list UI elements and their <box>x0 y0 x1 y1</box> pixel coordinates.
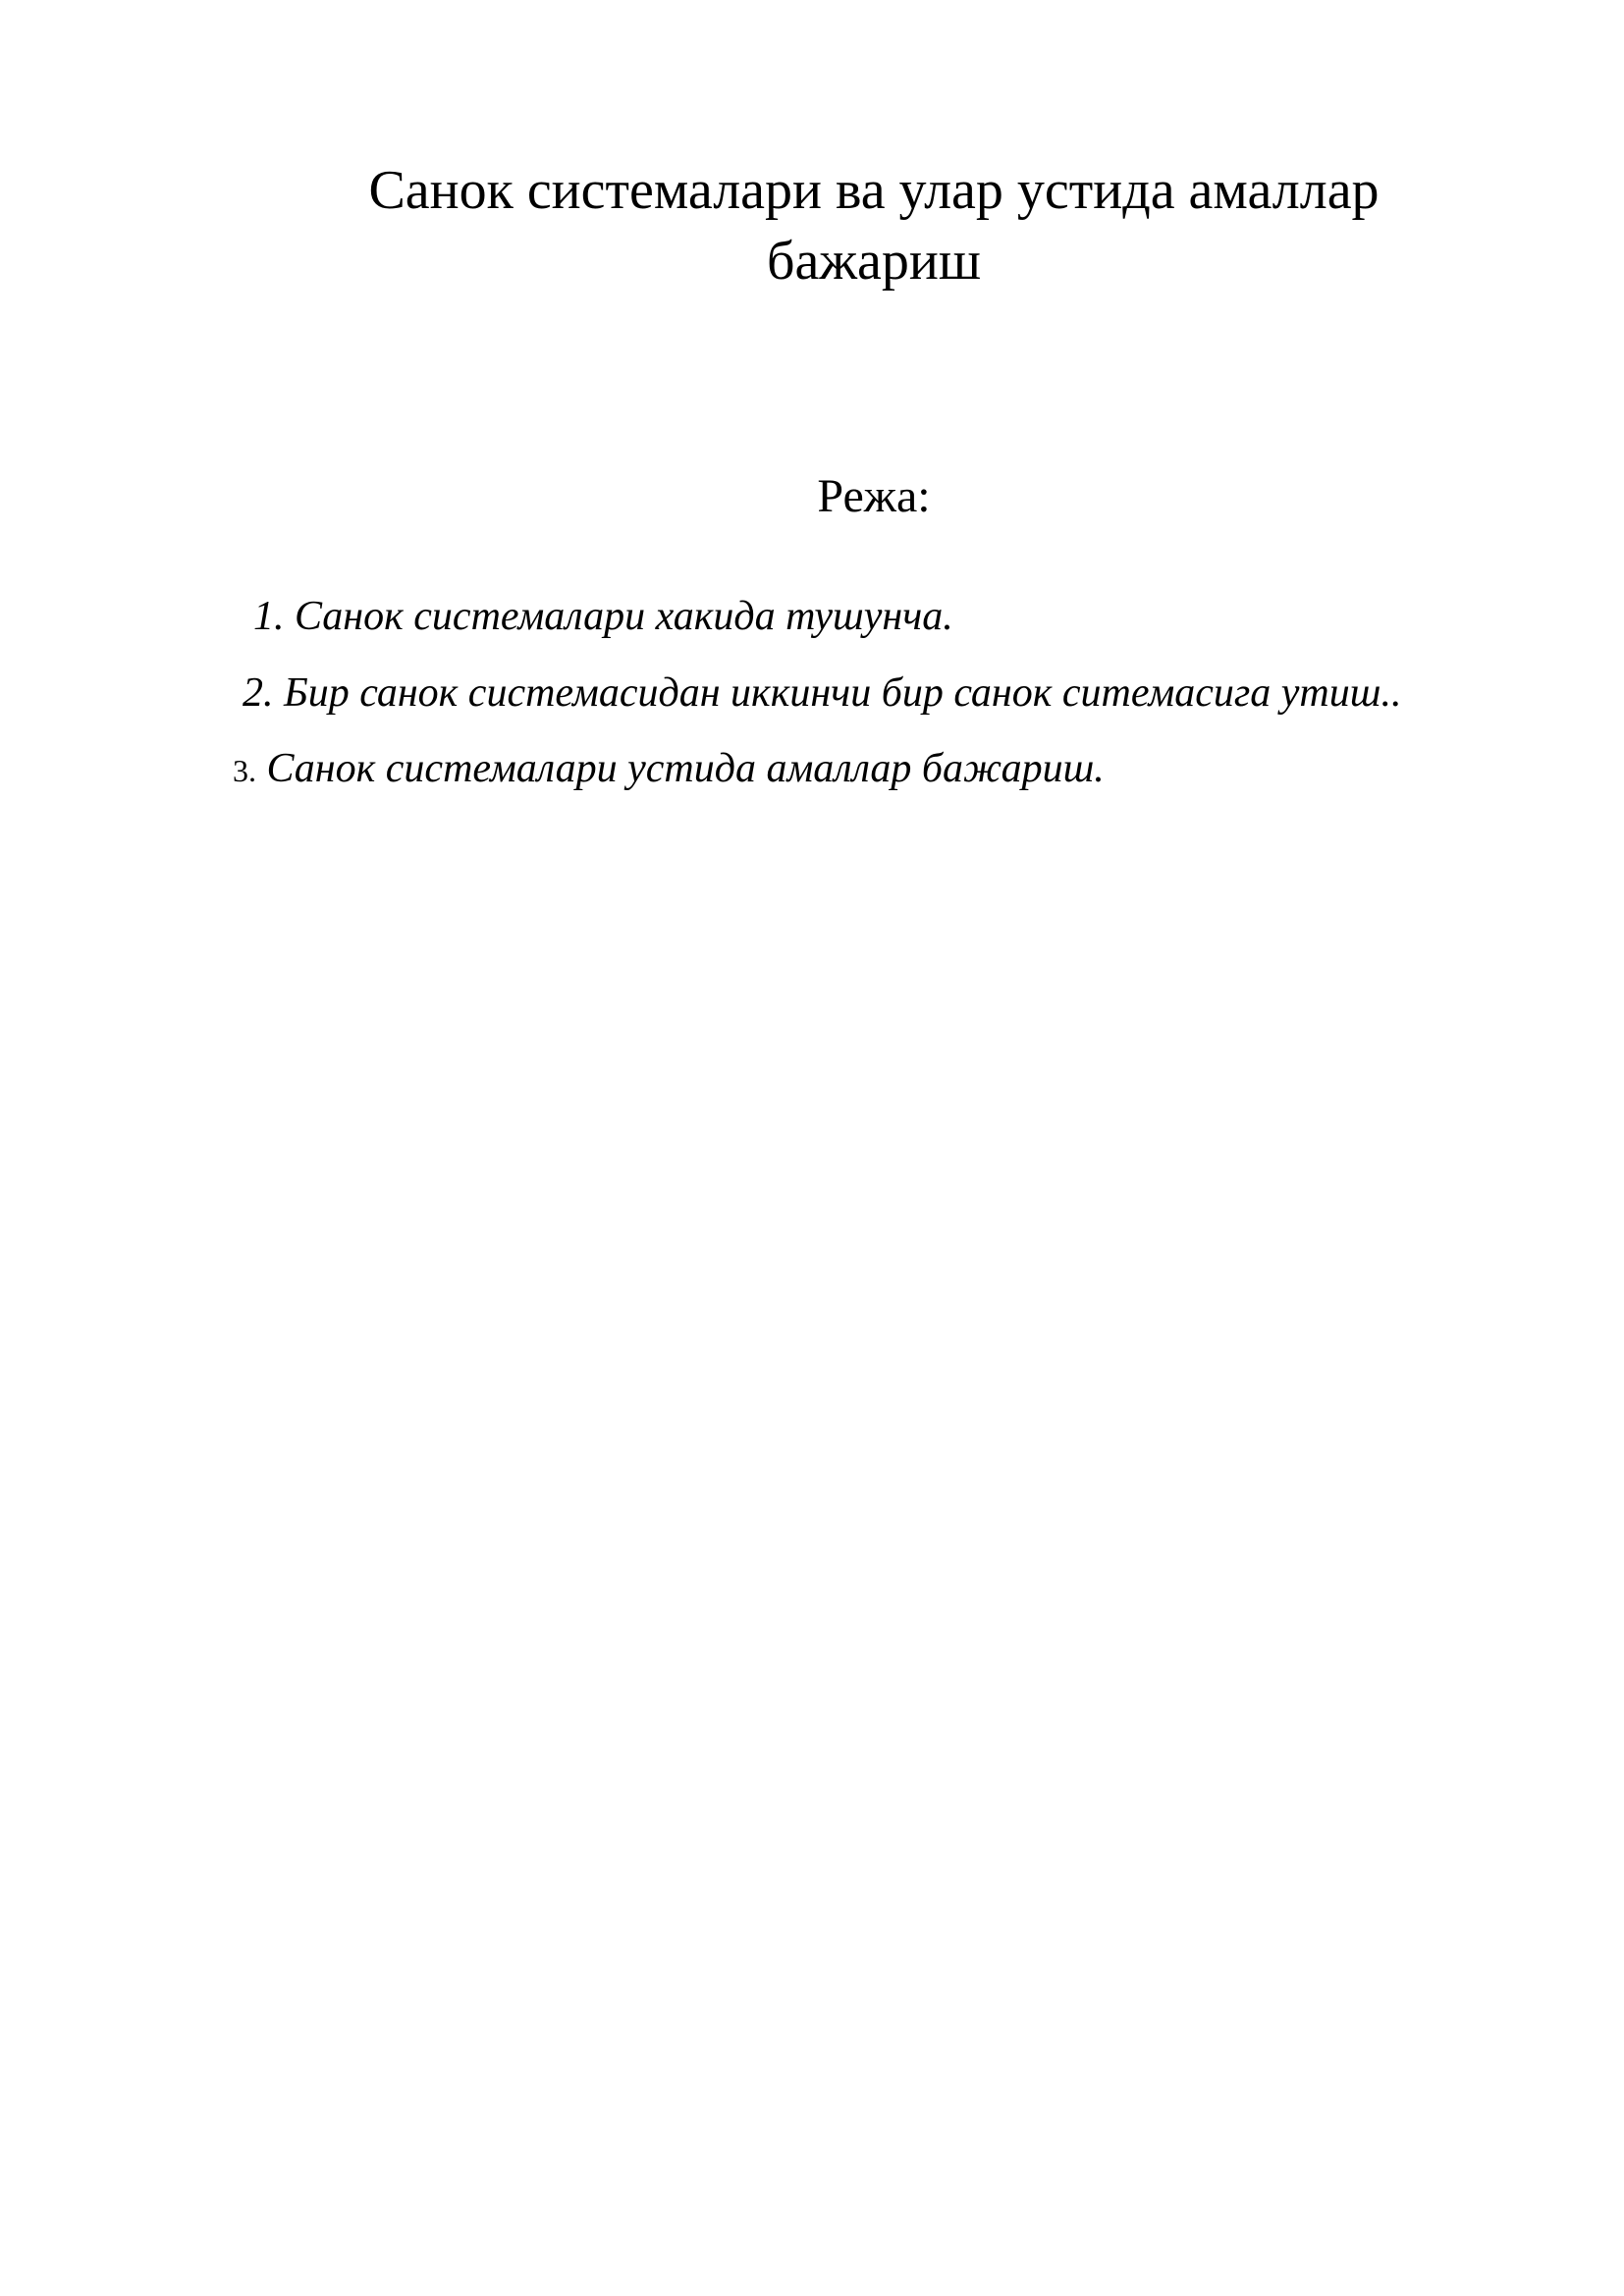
plan-item-1 <box>253 591 953 642</box>
plan-item-text: Санок системалари устида амаллар бажариш. <box>266 746 1105 791</box>
page-title: Санок системалари ва улар устида амаллар бажариш <box>368 160 1380 292</box>
plan-item-number: 3. <box>233 753 256 788</box>
plan-item-2 <box>243 667 1401 719</box>
plan-item-number: 1. <box>253 594 285 639</box>
plan-item-number: 2. <box>243 670 274 716</box>
plan-item-text: Санок системалари хакида тушунча. <box>295 594 953 639</box>
plan-heading: Режа: <box>817 470 931 522</box>
plan-item-text: Бир санок системасидан иккинчи бир санок ситемасига утиш.. <box>284 670 1402 716</box>
plan-item-3 <box>233 743 1105 796</box>
